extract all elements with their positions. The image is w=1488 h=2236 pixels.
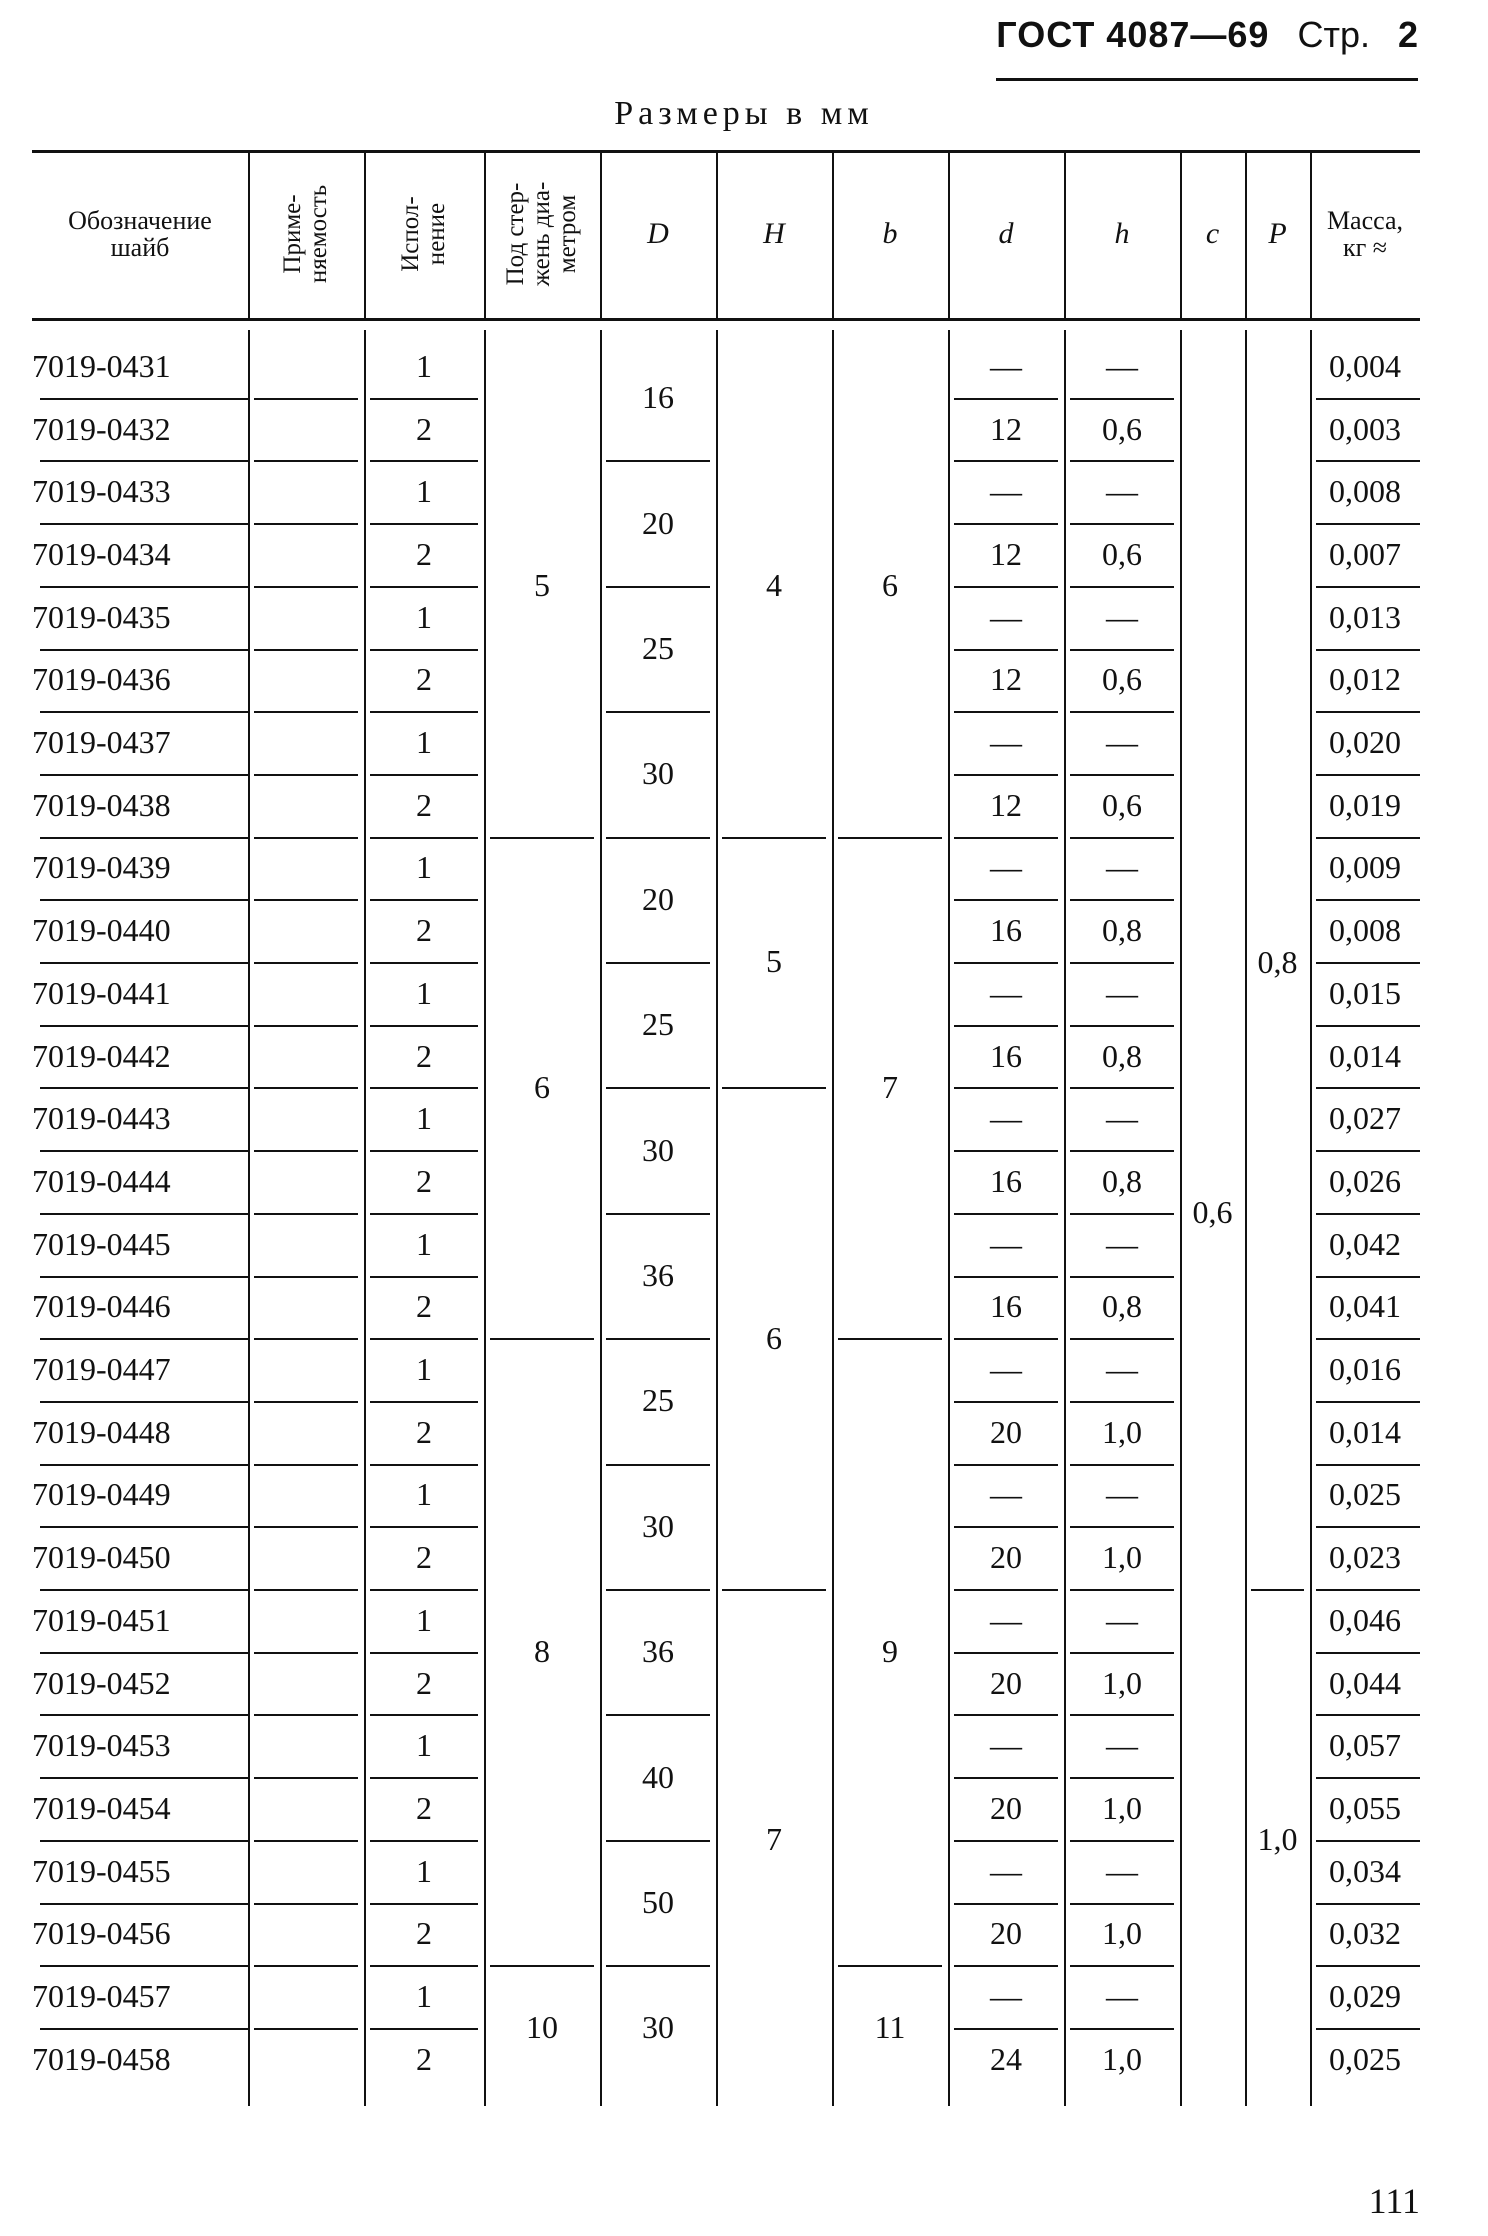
h-cell: 0,8 (1102, 1162, 1142, 1199)
version-cell: 2 (416, 1413, 432, 1450)
d-cell: — (990, 1852, 1022, 1889)
page-header (996, 14, 1418, 81)
row-rule (254, 398, 358, 400)
version-cell: 2 (416, 410, 432, 447)
d-cell: — (990, 1476, 1022, 1513)
version-cell: 2 (416, 912, 432, 949)
designation-cell: 7019-0458 (32, 2040, 171, 2077)
mass-cell: 0,020 (1329, 724, 1401, 761)
H-merged-cell: 7 (766, 1821, 782, 1858)
row-rule (254, 1087, 358, 1089)
designation-cell: 7019-0443 (32, 1100, 171, 1137)
b-merged-cell: 6 (882, 567, 898, 604)
version-cell: 1 (416, 598, 432, 635)
designation-cell: 7019-0447 (32, 1351, 171, 1388)
d-cell: — (990, 473, 1022, 510)
header-d: d (998, 217, 1014, 251)
D-merged-cell: 36 (642, 1256, 674, 1293)
mass-cell: 0,026 (1329, 1162, 1401, 1199)
version-cell: 1 (416, 1852, 432, 1889)
h-cell: 1,0 (1102, 1413, 1142, 1450)
designation-cell: 7019-0438 (32, 786, 171, 823)
column-divider (248, 330, 250, 2106)
version-cell: 2 (416, 1915, 432, 1952)
mass-cell: 0,034 (1329, 1852, 1401, 1889)
version-cell: 1 (416, 724, 432, 761)
designation-cell: 7019-0454 (32, 1789, 171, 1826)
D-merged-cell: 40 (642, 1758, 674, 1795)
row-rule (254, 460, 358, 462)
d-cell: — (990, 1100, 1022, 1137)
header-c: c (1205, 217, 1220, 251)
mass-cell: 0,057 (1329, 1727, 1401, 1764)
version-cell: 2 (416, 1162, 432, 1199)
h-cell: — (1106, 1727, 1138, 1764)
mass-cell: 0,015 (1329, 974, 1401, 1011)
designation-cell: 7019-0434 (32, 535, 171, 572)
h-cell: 0,8 (1102, 912, 1142, 949)
h-cell: 0,6 (1102, 410, 1142, 447)
dimensions-caption: Размеры в мм (614, 95, 874, 132)
header-D: D (647, 217, 669, 251)
rod-merged-cell: 5 (534, 567, 550, 604)
mass-cell: 0,014 (1329, 1413, 1401, 1450)
mass-cell: 0,025 (1329, 2040, 1401, 2077)
row-rule (254, 1276, 358, 1278)
b-merged-cell: 7 (882, 1068, 898, 1105)
header-mass: Масса, кг ≈ (1326, 205, 1404, 262)
h-cell: — (1106, 1852, 1138, 1889)
mass-cell: 0,008 (1329, 912, 1401, 949)
d-cell: 16 (990, 912, 1022, 949)
d-cell: — (990, 598, 1022, 635)
D-merged-cell: 50 (642, 1883, 674, 1920)
mass-cell: 0,012 (1329, 661, 1401, 698)
mass-cell: 0,027 (1329, 1100, 1401, 1137)
H-merged-cell: 4 (766, 567, 782, 604)
d-cell: 20 (990, 1539, 1022, 1576)
designation-cell: 7019-0450 (32, 1539, 171, 1576)
mass-cell: 0,055 (1329, 1789, 1401, 1826)
D-merged-cell: 20 (642, 880, 674, 917)
d-cell: — (990, 724, 1022, 761)
h-cell: 0,8 (1102, 1288, 1142, 1325)
row-rule (254, 649, 358, 651)
designation-cell: 7019-0436 (32, 661, 171, 698)
mass-cell: 0,004 (1329, 347, 1401, 384)
designation-cell: 7019-0457 (32, 1978, 171, 2015)
row-rule (254, 1150, 358, 1152)
h-cell: 1,0 (1102, 1539, 1142, 1576)
designation-cell: 7019-0435 (32, 598, 171, 635)
d-cell: 20 (990, 1915, 1022, 1952)
row-rule (254, 1714, 358, 1716)
P-merged-cell: 1,0 (1257, 1821, 1298, 1858)
h-cell: 1,0 (1102, 2040, 1142, 2077)
designation-cell: 7019-0453 (32, 1727, 171, 1764)
row-rule (254, 586, 358, 588)
designation-cell: 7019-0437 (32, 724, 171, 761)
row-rule (254, 1338, 358, 1340)
d-cell: — (990, 347, 1022, 384)
designation-cell: 7019-0455 (32, 1852, 171, 1889)
row-rule (254, 1401, 358, 1403)
designation-cell: 7019-0451 (32, 1601, 171, 1638)
h-cell: 1,0 (1102, 1915, 1142, 1952)
mass-cell: 0,013 (1329, 598, 1401, 635)
designation-cell: 7019-0432 (32, 410, 171, 447)
row-rule (254, 899, 358, 901)
version-cell: 1 (416, 1727, 432, 1764)
mass-cell: 0,025 (1329, 1476, 1401, 1513)
row-rule (254, 1777, 358, 1779)
h-cell: 0,6 (1102, 661, 1142, 698)
mass-cell: 0,008 (1329, 473, 1401, 510)
d-cell: — (990, 1978, 1022, 2015)
c-merged-cell: 0,6 (1192, 1194, 1233, 1231)
D-merged-cell: 20 (642, 504, 674, 541)
version-cell: 1 (416, 1100, 432, 1137)
version-cell: 2 (416, 1539, 432, 1576)
H-merged-cell: 5 (766, 943, 782, 980)
designation-cell: 7019-0431 (32, 347, 171, 384)
standard-number: ГОСТ 4087—69 (996, 14, 1270, 55)
version-cell: 1 (416, 1225, 432, 1262)
d-cell: — (990, 974, 1022, 1011)
header-page-number: 2 (1397, 14, 1418, 55)
D-merged-cell: 25 (642, 1006, 674, 1043)
row-rule (254, 1464, 358, 1466)
h-cell: 0,6 (1102, 535, 1142, 572)
version-cell: 2 (416, 2040, 432, 2077)
d-cell: — (990, 1727, 1022, 1764)
d-cell: — (990, 849, 1022, 886)
header-rod: Под стер- жень диа- метром (501, 181, 582, 287)
row-rule (254, 1526, 358, 1528)
version-cell: 1 (416, 473, 432, 510)
D-merged-cell: 30 (642, 755, 674, 792)
version-cell: 1 (416, 1601, 432, 1638)
version-cell: 2 (416, 1664, 432, 1701)
D-merged-cell: 16 (642, 379, 674, 416)
rod-merged-cell: 6 (534, 1068, 550, 1105)
d-cell: 20 (990, 1413, 1022, 1450)
designation-cell: 7019-0448 (32, 1413, 171, 1450)
d-cell: 24 (990, 2040, 1022, 2077)
version-cell: 1 (416, 849, 432, 886)
row-rule (254, 1840, 358, 1842)
d-cell: 16 (990, 1162, 1022, 1199)
row-rule (254, 837, 358, 839)
version-cell: 2 (416, 535, 432, 572)
version-cell: 1 (416, 347, 432, 384)
h-cell: — (1106, 849, 1138, 886)
designation-cell: 7019-0456 (32, 1915, 171, 1952)
h-cell: — (1106, 347, 1138, 384)
h-cell: — (1106, 473, 1138, 510)
h-cell: 0,8 (1102, 1037, 1142, 1074)
row-rule (254, 774, 358, 776)
row-rule (254, 1903, 358, 1905)
mass-cell: 0,016 (1329, 1351, 1401, 1388)
D-merged-cell: 30 (642, 1131, 674, 1168)
designation-cell: 7019-0452 (32, 1664, 171, 1701)
version-cell: 2 (416, 786, 432, 823)
h-cell: — (1106, 974, 1138, 1011)
d-cell: 16 (990, 1288, 1022, 1325)
mass-cell: 0,003 (1329, 410, 1401, 447)
h-cell: 1,0 (1102, 1789, 1142, 1826)
version-cell: 2 (416, 1288, 432, 1325)
version-cell: 1 (416, 974, 432, 1011)
h-cell: — (1106, 1100, 1138, 1137)
row-rule (254, 1652, 358, 1654)
mass-cell: 0,044 (1329, 1664, 1401, 1701)
d-cell: 12 (990, 661, 1022, 698)
mass-cell: 0,009 (1329, 849, 1401, 886)
version-cell: 1 (416, 1476, 432, 1513)
designation-cell: 7019-0449 (32, 1476, 171, 1513)
version-cell: 2 (416, 1789, 432, 1826)
table-header-rule (32, 318, 1420, 321)
designation-cell: 7019-0446 (32, 1288, 171, 1325)
h-cell: — (1106, 1476, 1138, 1513)
designation-cell: 7019-0439 (32, 849, 171, 886)
header-version: Испол- нение (396, 196, 450, 272)
mass-cell: 0,046 (1329, 1601, 1401, 1638)
mass-cell: 0,041 (1329, 1288, 1401, 1325)
designation-cell: 7019-0440 (32, 912, 171, 949)
h-cell: — (1106, 724, 1138, 761)
b-merged-cell: 9 (882, 1633, 898, 1670)
rod-merged-cell: 10 (526, 2009, 558, 2046)
designation-cell: 7019-0445 (32, 1225, 171, 1262)
d-cell: 12 (990, 786, 1022, 823)
designation-cell: 7019-0433 (32, 473, 171, 510)
mass-cell: 0,032 (1329, 1915, 1401, 1952)
h-cell: — (1106, 1225, 1138, 1262)
mass-cell: 0,014 (1329, 1037, 1401, 1074)
row-rule (254, 523, 358, 525)
designation-cell: 7019-0444 (32, 1162, 171, 1199)
d-cell: — (990, 1601, 1022, 1638)
H-merged-cell: 6 (766, 1319, 782, 1356)
P-merged-cell: 0,8 (1257, 943, 1298, 980)
D-merged-cell: 36 (642, 1633, 674, 1670)
h-cell: — (1106, 598, 1138, 635)
version-cell: 2 (416, 661, 432, 698)
version-cell: 2 (416, 1037, 432, 1074)
header-applicability: Приме- няемость (278, 184, 332, 284)
designation-cell: 7019-0441 (32, 974, 171, 1011)
d-cell: 12 (990, 410, 1022, 447)
version-cell: 1 (416, 1978, 432, 2015)
page-number: 111 (1368, 2181, 1420, 2221)
version-cell: 1 (416, 1351, 432, 1388)
d-cell: — (990, 1225, 1022, 1262)
D-merged-cell: 30 (642, 1507, 674, 1544)
header-P: P (1268, 217, 1287, 251)
rod-merged-cell: 8 (534, 1633, 550, 1670)
mass-cell: 0,042 (1329, 1225, 1401, 1262)
designation-cell: 7019-0442 (32, 1037, 171, 1074)
row-rule (254, 1213, 358, 1215)
row-rule (254, 1589, 358, 1591)
h-cell: — (1106, 1601, 1138, 1638)
D-merged-cell: 30 (642, 2009, 674, 2046)
header-designation: Обозначение шайб (68, 205, 212, 262)
d-cell: 12 (990, 535, 1022, 572)
D-merged-cell: 25 (642, 629, 674, 666)
h-cell: — (1106, 1978, 1138, 2015)
mass-cell: 0,029 (1329, 1978, 1401, 2015)
D-merged-cell: 25 (642, 1382, 674, 1419)
d-cell: 20 (990, 1789, 1022, 1826)
mass-cell: 0,019 (1329, 786, 1401, 823)
header-b: b (882, 217, 898, 251)
h-cell: — (1106, 1351, 1138, 1388)
row-rule (254, 1025, 358, 1027)
d-cell: — (990, 1351, 1022, 1388)
page-label: Стр. (1297, 14, 1370, 55)
d-cell: 20 (990, 1664, 1022, 1701)
header-H: H (763, 217, 785, 251)
row-rule (254, 962, 358, 964)
h-cell: 0,6 (1102, 786, 1142, 823)
mass-cell: 0,023 (1329, 1539, 1401, 1576)
row-rule (254, 711, 358, 713)
mass-cell: 0,007 (1329, 535, 1401, 572)
h-cell: 1,0 (1102, 1664, 1142, 1701)
b-merged-cell: 11 (874, 2009, 906, 2046)
d-cell: 16 (990, 1037, 1022, 1074)
header-h: h (1114, 217, 1130, 251)
row-rule (254, 2028, 358, 2030)
row-rule (254, 1965, 358, 1967)
